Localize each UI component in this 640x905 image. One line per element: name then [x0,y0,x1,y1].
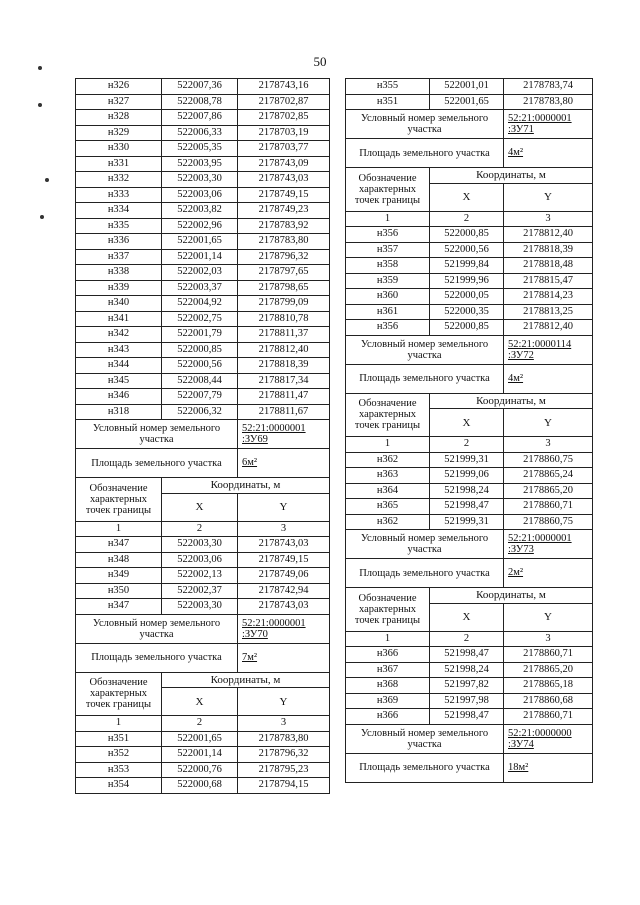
table-row [346,258,593,274]
coord-y: 2178818,39 [504,242,593,258]
column-number: 3 [238,716,330,732]
point-id: н359 [346,273,430,289]
coord-x: 521999,96 [430,273,504,289]
point-id: н368 [346,678,430,694]
coord-y: 2178703,19 [238,125,330,141]
coord-y: 2178818,48 [504,258,593,274]
column-number: 2 [430,211,504,227]
coord-x: 522003,37 [162,280,238,296]
coord-x: 521998,47 [430,499,504,515]
point-id: н337 [76,249,162,265]
area-value: 2м² [504,559,593,588]
coord-x: 522000,68 [162,778,238,794]
cadastral-label: Условный номер земельного участка [346,530,504,559]
cadastral-number: 52:21:0000001 :ЗУ73 [504,530,593,559]
table-row [346,320,593,336]
table-row [76,203,330,219]
point-id: н362 [346,514,430,530]
table-row [76,187,330,203]
coord-x: 522001,01 [430,79,504,95]
header-row [346,168,593,184]
x-header: X [430,603,504,631]
point-id: н333 [76,187,162,203]
coord-x: 521997,82 [430,678,504,694]
table-row [76,172,330,188]
column-number: 3 [238,521,330,537]
point-id: н328 [76,110,162,126]
area-row [76,643,330,672]
coord-y: 2178811,67 [238,404,330,420]
cadastral-row [346,110,593,139]
area-label: Площадь земельного участка [346,139,504,168]
point-id: н350 [76,583,162,599]
point-id: н352 [76,747,162,763]
area-row [346,139,593,168]
table-row [346,452,593,468]
coord-y: 2178743,03 [238,537,330,553]
coord-x: 521999,31 [430,452,504,468]
area-label: Площадь земельного участка [346,753,504,782]
y-header: Y [238,688,330,716]
coord-x: 522000,05 [430,289,504,305]
point-id: н340 [76,296,162,312]
point-id: н349 [76,568,162,584]
coordinates-header: Координаты, м [162,672,330,688]
coord-y: 2178783,80 [238,234,330,250]
coord-y: 2178783,80 [504,94,593,110]
coord-y: 2178865,24 [504,468,593,484]
cadastral-number: 52:21:0000001 :ЗУ70 [238,614,330,643]
column-number: 2 [430,631,504,647]
margin-mark [45,178,49,182]
coord-y: 2178749,15 [238,187,330,203]
point-id: н347 [76,537,162,553]
point-id: н338 [76,265,162,281]
x-header: X [162,493,238,521]
point-id: н351 [346,94,430,110]
cadastral-row [346,724,593,753]
coord-x: 522002,03 [162,265,238,281]
coord-y: 2178817,34 [238,373,330,389]
coord-y: 2178799,09 [238,296,330,312]
coord-y: 2178813,25 [504,304,593,320]
column-number: 3 [504,211,593,227]
point-id: н345 [76,373,162,389]
table-row [76,249,330,265]
cadastral-label: Условный номер земельного участка [76,614,238,643]
area-label: Площадь земельного участка [76,643,238,672]
coord-x: 522008,78 [162,94,238,110]
column-number-row [76,521,330,537]
designation-header: Обозначение характерных точек границы [76,672,162,716]
table-row [76,404,330,420]
coord-x: 522002,96 [162,218,238,234]
table-row [346,499,593,515]
designation-header: Обозначение характерных точек границы [346,393,430,437]
table-row [346,709,593,725]
cadastral-label: Условный номер земельного участка [346,110,504,139]
coord-y: 2178749,06 [238,568,330,584]
point-id: н362 [346,452,430,468]
coord-x: 522003,82 [162,203,238,219]
coord-y: 2178703,77 [238,141,330,157]
x-header: X [430,183,504,211]
coord-x: 521998,47 [430,709,504,725]
coord-y: 2178743,09 [238,156,330,172]
column-number: 1 [76,716,162,732]
cadastral-row [346,335,593,364]
table-row [76,125,330,141]
coord-y: 2178815,47 [504,273,593,289]
y-header: Y [504,603,593,631]
coord-y: 2178798,65 [238,280,330,296]
coord-x: 522006,32 [162,404,238,420]
area-value: 4м² [504,364,593,393]
table-row [76,389,330,405]
table-row [76,599,330,615]
y-header: Y [504,409,593,437]
table-row [346,678,593,694]
coord-x: 522000,85 [430,320,504,336]
designation-header: Обозначение характерных точек границы [346,588,430,632]
area-row [346,559,593,588]
table-row [346,483,593,499]
coord-y: 2178860,71 [504,499,593,515]
coord-x: 522000,56 [162,358,238,374]
coord-y: 2178743,03 [238,172,330,188]
table-row [76,778,330,794]
x-header: X [430,409,504,437]
coord-x: 522001,65 [162,731,238,747]
point-id: н334 [76,203,162,219]
coord-x: 521998,24 [430,662,504,678]
coord-x: 521998,47 [430,647,504,663]
designation-header: Обозначение характерных точек границы [76,478,162,522]
area-label: Площадь земельного участка [346,364,504,393]
coord-y: 2178812,40 [504,227,593,243]
column-number: 2 [162,521,238,537]
coord-x: 521999,31 [430,514,504,530]
coord-x: 522007,86 [162,110,238,126]
column-number: 3 [504,437,593,453]
coord-y: 2178818,39 [238,358,330,374]
coord-y: 2178811,47 [238,389,330,405]
coord-x: 522002,13 [162,568,238,584]
coordinates-header: Координаты, м [430,393,593,409]
point-id: н318 [76,404,162,420]
column-number: 1 [76,521,162,537]
table-row [76,552,330,568]
point-id: н344 [76,358,162,374]
point-id: н331 [76,156,162,172]
coord-x: 521998,24 [430,483,504,499]
table-row [76,731,330,747]
point-id: н356 [346,227,430,243]
header-row [346,393,593,409]
coord-y: 2178810,78 [238,311,330,327]
margin-mark [40,215,44,219]
table-row [76,156,330,172]
left-coordinates-table [75,78,329,794]
table-row [76,762,330,778]
point-id: н366 [346,709,430,725]
right-coordinates-table [345,78,592,783]
point-id: н354 [76,778,162,794]
table-row [76,373,330,389]
coord-x: 522000,35 [430,304,504,320]
column-number-row [346,211,593,227]
coord-x: 522002,37 [162,583,238,599]
coord-x: 522000,76 [162,762,238,778]
point-id: н346 [76,389,162,405]
area-label: Площадь земельного участка [76,449,238,478]
point-id: н327 [76,94,162,110]
coord-y: 2178865,20 [504,662,593,678]
point-id: н366 [346,647,430,663]
column-number: 1 [346,631,430,647]
table-row [76,327,330,343]
table-row [76,311,330,327]
coord-x: 522008,44 [162,373,238,389]
table-row [76,747,330,763]
table-row [76,94,330,110]
table-row [76,110,330,126]
point-id: н361 [346,304,430,320]
x-header: X [162,688,238,716]
column-number: 2 [430,437,504,453]
table-row [346,242,593,258]
coord-x: 522007,79 [162,389,238,405]
y-header: Y [238,493,330,521]
coord-y: 2178796,32 [238,249,330,265]
coord-x: 522004,92 [162,296,238,312]
header-row [76,478,330,494]
point-id: н360 [346,289,430,305]
column-number: 3 [504,631,593,647]
column-number-row [346,631,593,647]
point-id: н332 [76,172,162,188]
point-id: н347 [76,599,162,615]
area-row [346,364,593,393]
point-id: н351 [76,731,162,747]
point-id: н364 [346,483,430,499]
coord-x: 522001,65 [430,94,504,110]
point-id: н335 [76,218,162,234]
coord-y: 2178795,23 [238,762,330,778]
coord-y: 2178865,20 [504,483,593,499]
coord-y: 2178702,87 [238,94,330,110]
coord-y: 2178742,94 [238,583,330,599]
point-id: н358 [346,258,430,274]
header-row [76,672,330,688]
designation-header: Обозначение характерных точек границы [346,168,430,212]
coord-x: 521999,06 [430,468,504,484]
area-value: 7м² [238,643,330,672]
table-row [76,280,330,296]
cadastral-number: 52:21:0000000 :ЗУ74 [504,724,593,753]
column-number-row [76,716,330,732]
table-row [76,583,330,599]
cadastral-label: Условный номер земельного участка [346,335,504,364]
point-id: н326 [76,79,162,95]
table-row [76,218,330,234]
column-number: 1 [346,437,430,453]
coord-y: 2178743,16 [238,79,330,95]
coord-x: 522003,30 [162,172,238,188]
coord-x: 522000,85 [430,227,504,243]
coord-x: 522000,85 [162,342,238,358]
page-number: 50 [313,54,327,69]
point-id: н363 [346,468,430,484]
cadastral-row [346,530,593,559]
point-id: н357 [346,242,430,258]
coordinates-header: Координаты, м [430,588,593,604]
table-row [76,537,330,553]
point-id: н339 [76,280,162,296]
cadastral-row [76,614,330,643]
coord-y: 2178860,68 [504,693,593,709]
coord-y: 2178860,75 [504,452,593,468]
point-id: н367 [346,662,430,678]
header-row [346,588,593,604]
table-row [76,342,330,358]
area-row [346,753,593,782]
coord-x: 522003,06 [162,187,238,203]
coordinates-header: Координаты, м [430,168,593,184]
point-id: н343 [76,342,162,358]
cadastral-label: Условный номер земельного участка [346,724,504,753]
point-id: н356 [346,320,430,336]
table-row [346,662,593,678]
point-id: н353 [76,762,162,778]
cadastral-number: 52:21:0000001 :ЗУ71 [504,110,593,139]
coord-x: 522003,30 [162,599,238,615]
coord-y: 2178860,71 [504,709,593,725]
table-row [76,568,330,584]
table-row [346,289,593,305]
cadastral-label: Условный номер земельного участка [76,420,238,449]
area-label: Площадь земельного участка [346,559,504,588]
column-number-row [346,437,593,453]
coord-x: 522003,30 [162,537,238,553]
area-value: 6м² [238,449,330,478]
point-id: н336 [76,234,162,250]
margin-mark [38,103,42,107]
column-number: 1 [346,211,430,227]
coord-x: 522000,56 [430,242,504,258]
coord-y: 2178794,15 [238,778,330,794]
table-row [346,227,593,243]
table-row [76,79,330,95]
y-header: Y [504,183,593,211]
coord-y: 2178783,74 [504,79,593,95]
coord-y: 2178796,32 [238,747,330,763]
coord-x: 522005,35 [162,141,238,157]
cadastral-number: 52:21:0000001 :ЗУ69 [238,420,330,449]
area-value: 4м² [504,139,593,168]
coord-y: 2178797,65 [238,265,330,281]
point-id: н329 [76,125,162,141]
coord-x: 522001,14 [162,747,238,763]
area-value: 18м² [504,753,593,782]
table-row [76,234,330,250]
cadastral-number: 52:21:0000114 :ЗУ72 [504,335,593,364]
table-row [76,296,330,312]
coord-y: 2178812,40 [238,342,330,358]
coord-x: 522003,95 [162,156,238,172]
coord-y: 2178811,37 [238,327,330,343]
coord-x: 521997,98 [430,693,504,709]
margin-mark [38,66,42,70]
coord-y: 2178783,80 [238,731,330,747]
column-number: 2 [162,716,238,732]
point-id: н342 [76,327,162,343]
coord-y: 2178749,15 [238,552,330,568]
coord-y: 2178749,23 [238,203,330,219]
coord-x: 521999,84 [430,258,504,274]
coord-y: 2178865,18 [504,678,593,694]
coord-x: 522001,14 [162,249,238,265]
table-row [346,94,593,110]
table-row [346,304,593,320]
coord-y: 2178743,03 [238,599,330,615]
point-id: н348 [76,552,162,568]
point-id: н330 [76,141,162,157]
coord-x: 522001,65 [162,234,238,250]
table-row [346,468,593,484]
coord-x: 522003,06 [162,552,238,568]
point-id: н341 [76,311,162,327]
coord-x: 522007,36 [162,79,238,95]
coord-x: 522002,75 [162,311,238,327]
coord-y: 2178814,23 [504,289,593,305]
table-row [346,79,593,95]
table-row [76,265,330,281]
coord-x: 522006,33 [162,125,238,141]
coordinates-header: Координаты, м [162,478,330,494]
point-id: н365 [346,499,430,515]
coord-y: 2178783,92 [238,218,330,234]
point-id: н369 [346,693,430,709]
area-row [76,449,330,478]
table-row [346,514,593,530]
coord-y: 2178702,85 [238,110,330,126]
table-row [346,273,593,289]
coord-y: 2178860,75 [504,514,593,530]
table-row [346,647,593,663]
table-row [76,358,330,374]
table-row [76,141,330,157]
coord-y: 2178812,40 [504,320,593,336]
point-id: н355 [346,79,430,95]
cadastral-row [76,420,330,449]
coord-y: 2178860,71 [504,647,593,663]
coord-x: 522001,79 [162,327,238,343]
table-row [346,693,593,709]
